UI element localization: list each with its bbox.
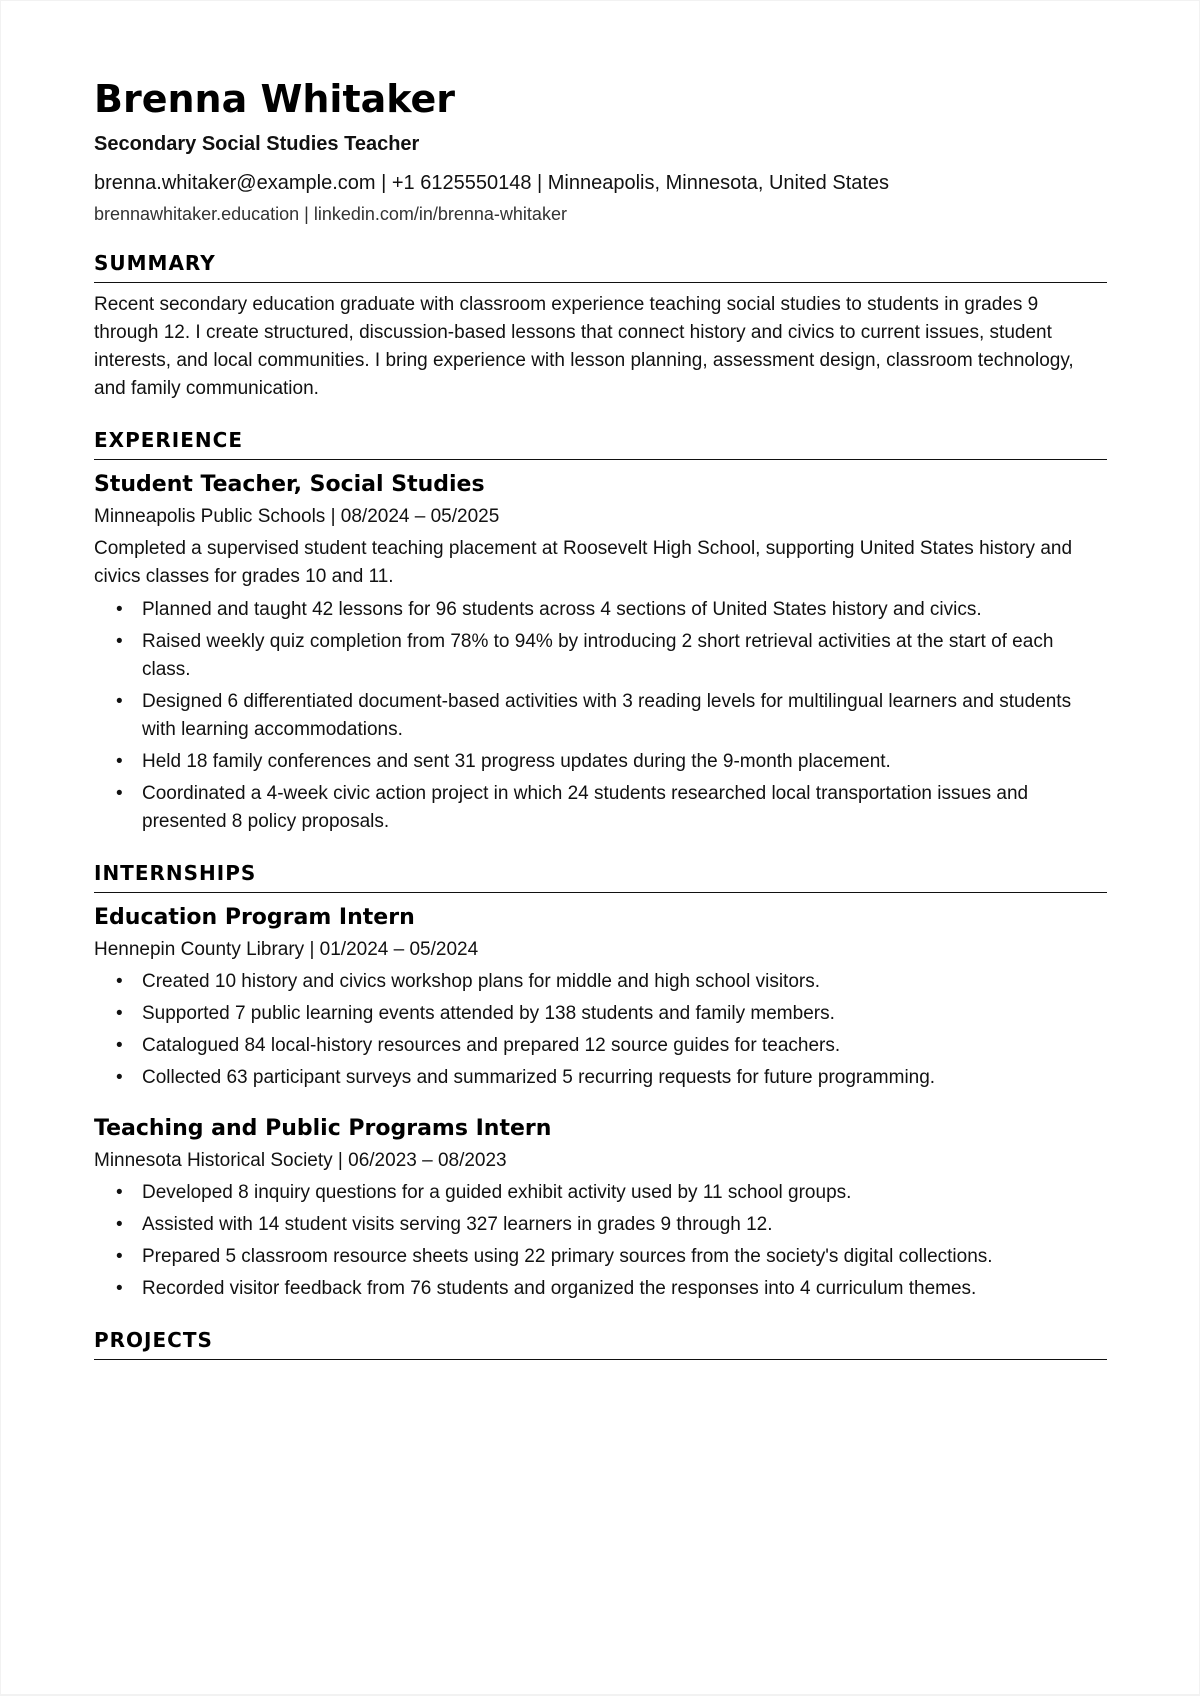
bullet-text: Raised weekly quiz completion from 78% to 94% by introducing 2 short retrieval activities at the start of each class. [142,631,1054,680]
bullet-text: Created 10 history and civics workshop plans for middle and high school visitors. [142,971,820,992]
bullet-marker: • [116,631,123,652]
projects-section [94,1327,1107,1360]
candidate-name: Brenna Whitaker [94,77,456,121]
resume-page [1,1,1199,1694]
bullet-item [94,968,1107,996]
internships-section [94,860,1107,1303]
bullet-marker: • [116,599,123,620]
bullet-marker: • [116,1003,123,1024]
bullet-text: Coordinated a 4-week civic action project in which 24 students researched local transportation issues and presented 8 policy proposals. [142,783,1029,832]
bullet-item [94,1179,1107,1207]
summary-text: Recent secondary education graduate with classroom experience teaching social studies to students in grades 9 through 12. I create structured, discussion-based lessons that connect history and civics to current issues, student interests, and local communities. I bring experience with lesson planning, assessment design, classroom technology, and family communication. [94,294,1074,399]
links-line: brennawhitaker.education | linkedin.com/in/brenna-whitaker [94,204,567,224]
job-description: Completed a supervised student teaching placement at Roosevelt High School, supporting United States history and civics classes for grades 10 and 11. [94,538,1073,587]
bullet-item [94,748,1107,776]
bullet-text: Held 18 family conferences and sent 31 progress updates during the 9-month placement. [142,751,891,772]
internship-entry [94,903,1107,1092]
bullet-marker: • [116,1035,123,1056]
internships-heading: INTERNSHIPS [94,860,1107,893]
bullet-item [94,596,1107,624]
bullet-item [94,1064,1107,1092]
bullet-item [94,1243,1107,1271]
bullet-text: Recorded visitor feedback from 76 students and organized the responses into 4 curriculum themes. [142,1278,977,1299]
internship-title: Education Program Intern [94,905,415,930]
summary-heading: SUMMARY [94,250,1107,283]
bullet-item [94,688,1107,744]
projects-heading: PROJECTS [94,1327,1107,1360]
bullet-item [94,1032,1107,1060]
bullet-text: Assisted with 14 student visits serving 327 learners in grades 9 through 12. [142,1214,773,1235]
bullet-text: Prepared 5 classroom resource sheets using 22 primary sources from the society's digital collections. [142,1246,993,1267]
bullet-marker: • [116,783,123,804]
internship-bullets [94,968,1107,1092]
candidate-headline: Secondary Social Studies Teacher [94,133,420,155]
bullet-marker: • [116,1278,123,1299]
bullet-marker: • [116,751,123,772]
bullet-marker: • [116,1246,123,1267]
experience-entry [94,470,1107,836]
experience-section [94,427,1107,836]
bullet-item [94,1211,1107,1239]
bullet-marker: • [116,1182,123,1203]
bullet-marker: • [116,691,123,712]
bullet-text: Designed 6 differentiated document-based activities with 3 reading levels for multilingual learners and students with learning accommodations. [142,691,1072,740]
internship-meta: Minnesota Historical Society | 06/2023 – 08/2023 [94,1150,507,1171]
internship-entry [94,1114,1107,1303]
job-bullets [94,596,1107,836]
bullet-item [94,780,1107,836]
bullet-marker: • [116,971,123,992]
bullet-item [94,628,1107,684]
internship-title: Teaching and Public Programs Intern [94,1116,552,1141]
experience-heading: EXPERIENCE [94,427,1107,460]
bullet-item [94,1000,1107,1028]
job-title: Student Teacher, Social Studies [94,472,485,497]
bullet-marker: • [116,1067,123,1088]
bullet-text: Planned and taught 42 lessons for 96 students across 4 sections of United States history and civics. [142,599,982,620]
resume-header [94,73,1107,226]
bullet-text: Developed 8 inquiry questions for a guided exhibit activity used by 11 school groups. [142,1182,852,1203]
job-meta: Minneapolis Public Schools | 08/2024 – 05/2025 [94,506,500,527]
bullet-text: Collected 63 participant surveys and summarized 5 recurring requests for future programming. [142,1067,936,1088]
internship-meta: Hennepin County Library | 01/2024 – 05/2024 [94,939,479,960]
bullet-text: Catalogued 84 local-history resources and prepared 12 source guides for teachers. [142,1035,841,1056]
bullet-item [94,1275,1107,1303]
bullet-text: Supported 7 public learning events attended by 138 students and family members. [142,1003,835,1024]
bullet-marker: • [116,1214,123,1235]
internship-bullets [94,1179,1107,1303]
contact-line: brenna.whitaker@example.com | +1 6125550148 | Minneapolis, Minnesota, United States [94,172,890,194]
summary-section [94,250,1107,403]
